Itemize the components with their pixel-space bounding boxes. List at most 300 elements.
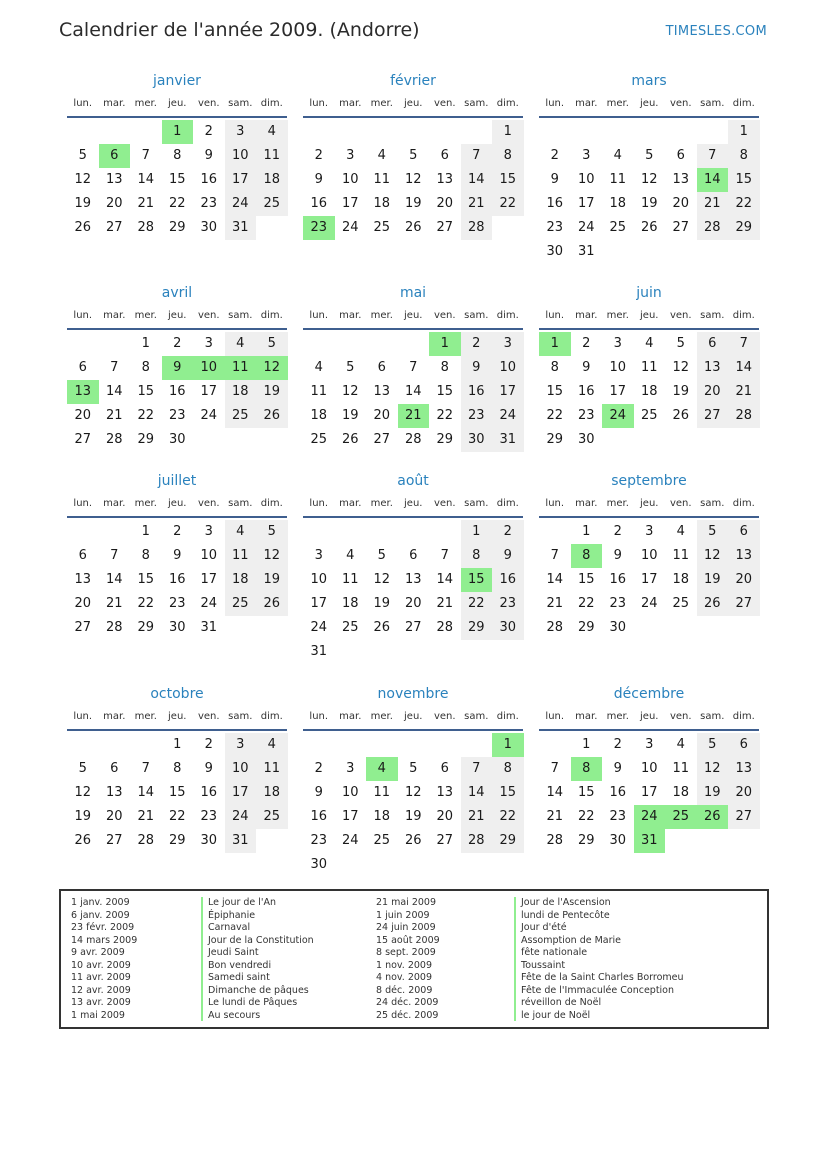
day-cell: 16 xyxy=(310,809,328,824)
day-cell: 31 xyxy=(492,428,524,452)
day-cell: 28 xyxy=(546,833,564,848)
day-cell: 7 xyxy=(461,757,493,781)
weekday-label: ven. xyxy=(433,310,456,321)
day-cell: 4 xyxy=(256,120,288,144)
weekday-label: mer. xyxy=(606,310,629,321)
day-cell: 30 xyxy=(577,432,595,447)
day-cell: 7 xyxy=(697,144,729,168)
weekday-header xyxy=(539,711,759,725)
day-cell: 15 xyxy=(168,172,186,187)
day-cell: 17 xyxy=(341,809,359,824)
holiday-dates-column-1 xyxy=(71,897,137,1022)
day-cell: 15 xyxy=(577,785,595,800)
day-cell: 28 xyxy=(546,620,564,635)
holiday-date: 15 août 2009 xyxy=(376,934,440,946)
weekday-label: mar. xyxy=(103,711,126,722)
day-cell: 3 xyxy=(492,332,524,356)
day-cell: 26 xyxy=(697,592,729,616)
holiday-day-cell: 31 xyxy=(634,829,666,853)
weekday-label: ven. xyxy=(197,711,220,722)
day-cell: 30 xyxy=(609,620,627,635)
holiday-day-cell: 24 xyxy=(634,805,666,829)
day-cell: 20 xyxy=(74,408,92,423)
day-cell: 25 xyxy=(310,432,328,447)
day-cell: 25 xyxy=(225,404,257,428)
day-cell: 3 xyxy=(645,524,654,539)
day-cell: 13 xyxy=(105,785,123,800)
divider xyxy=(514,897,516,1021)
day-cell: 28 xyxy=(137,220,155,235)
day-cell: 8 xyxy=(492,144,524,168)
weekday-header xyxy=(303,711,523,725)
day-cell: 18 xyxy=(310,408,328,423)
day-cell: 15 xyxy=(492,781,524,805)
holiday-date: 14 mars 2009 xyxy=(71,934,138,946)
day-cell: 18 xyxy=(672,572,690,587)
month-name: février xyxy=(390,73,436,89)
day-cell: 12 xyxy=(404,172,422,187)
day-cell: 22 xyxy=(546,408,564,423)
day-cell: 15 xyxy=(168,785,186,800)
weekday-label: lun. xyxy=(73,310,93,321)
holiday-date: 8 sept. 2009 xyxy=(376,947,436,958)
weekday-header xyxy=(303,310,523,324)
day-cell: 17 xyxy=(200,572,218,587)
day-cell: 15 xyxy=(436,384,454,399)
day-cell: 22 xyxy=(436,408,454,423)
day-cell: 6 xyxy=(110,761,119,776)
weekday-label: sam. xyxy=(700,98,725,109)
day-cell: 20 xyxy=(373,408,391,423)
day-cell: 8 xyxy=(173,148,182,163)
month-name: décembre xyxy=(613,686,685,702)
weekday-label: jeu. xyxy=(168,310,187,321)
day-cell: 2 xyxy=(492,520,524,544)
day-cell: 27 xyxy=(74,620,92,635)
day-cell: 23 xyxy=(168,408,186,423)
day-cell: 18 xyxy=(256,781,288,805)
day-cell: 10 xyxy=(492,356,524,380)
day-cell: 26 xyxy=(341,432,359,447)
day-cell: 8 xyxy=(461,544,493,568)
day-cell: 18 xyxy=(341,596,359,611)
day-cell: 31 xyxy=(225,216,257,240)
day-cell: 5 xyxy=(346,360,355,375)
day-cell: 23 xyxy=(546,220,564,235)
holiday-name: Au secours xyxy=(208,1009,261,1021)
day-cell: 5 xyxy=(409,148,418,163)
day-cell: 24 xyxy=(341,220,359,235)
holiday-date: 11 avr. 2009 xyxy=(71,972,131,983)
day-cell: 15 xyxy=(137,384,155,399)
holiday-day-cell: 21 xyxy=(398,404,430,428)
day-cell: 2 xyxy=(461,332,493,356)
day-cell: 20 xyxy=(728,781,760,805)
weekday-label: mar. xyxy=(575,98,598,109)
weekday-label: lun. xyxy=(545,711,565,722)
holiday-date: 6 janv. 2009 xyxy=(71,909,130,921)
holiday-day-cell: 14 xyxy=(697,168,729,192)
weekday-label: sam. xyxy=(464,98,489,109)
weekday-label: dim. xyxy=(496,310,519,321)
day-cell: 19 xyxy=(341,408,359,423)
weekday-label: mer. xyxy=(134,711,157,722)
day-cell: 8 xyxy=(728,144,760,168)
holiday-day-cell: 11 xyxy=(225,356,257,380)
day-cell: 5 xyxy=(676,336,685,351)
weekday-label: jeu. xyxy=(168,498,187,509)
weekday-label: jeu. xyxy=(168,711,187,722)
holiday-name: Assomption de Marie xyxy=(521,934,622,946)
weekday-label: ven. xyxy=(433,98,456,109)
holiday-date: 1 mai 2009 xyxy=(71,1009,125,1021)
day-cell: 20 xyxy=(105,809,123,824)
header-rule xyxy=(303,729,523,731)
weekday-label: ven. xyxy=(197,98,220,109)
day-cell: 26 xyxy=(404,833,422,848)
day-cell: 5 xyxy=(256,332,288,356)
day-cell: 4 xyxy=(256,733,288,757)
weekday-label: dim. xyxy=(732,98,755,109)
weekday-label: mar. xyxy=(339,711,362,722)
holiday-list xyxy=(59,889,769,1029)
day-cell: 11 xyxy=(225,544,257,568)
weekday-label: jeu. xyxy=(404,498,423,509)
day-cell: 20 xyxy=(105,196,123,211)
day-cell: 22 xyxy=(461,592,493,616)
day-cell: 24 xyxy=(492,404,524,428)
holiday-date: 24 déc. 2009 xyxy=(376,997,439,1008)
holiday-date: 4 nov. 2009 xyxy=(376,972,432,983)
weekday-header xyxy=(303,98,523,112)
header-rule xyxy=(539,729,759,731)
weekday-header xyxy=(539,498,759,512)
holiday-name: Toussaint xyxy=(521,959,566,971)
day-cell: 16 xyxy=(168,572,186,587)
day-cell: 13 xyxy=(697,356,729,380)
day-cell: 14 xyxy=(728,356,760,380)
weekday-label: mar. xyxy=(339,310,362,321)
day-cell: 9 xyxy=(173,548,182,563)
day-cell: 19 xyxy=(74,196,92,211)
weekday-label: sam. xyxy=(700,711,725,722)
day-cell: 13 xyxy=(728,757,760,781)
day-cell: 21 xyxy=(105,596,123,611)
day-cell: 9 xyxy=(613,548,622,563)
holiday-day-cell: 9 xyxy=(162,356,194,380)
day-cell: 3 xyxy=(613,336,622,351)
day-cell: 23 xyxy=(609,809,627,824)
holiday-date: 24 juin 2009 xyxy=(376,922,436,933)
holiday-day-cell: 26 xyxy=(697,805,729,829)
day-cell: 17 xyxy=(640,785,658,800)
header-rule xyxy=(539,116,759,118)
holiday-day-cell: 8 xyxy=(571,757,603,781)
weekday-label: mer. xyxy=(370,310,393,321)
day-cell: 24 xyxy=(640,596,658,611)
day-cell: 25 xyxy=(373,220,391,235)
day-cell: 26 xyxy=(256,592,288,616)
day-cell: 16 xyxy=(168,384,186,399)
day-cell: 21 xyxy=(546,596,564,611)
day-cell: 20 xyxy=(728,568,760,592)
day-cell: 22 xyxy=(577,596,595,611)
day-cell: 29 xyxy=(137,620,155,635)
weekday-label: mar. xyxy=(103,310,126,321)
day-cell: 1 xyxy=(141,336,150,351)
day-cell: 28 xyxy=(404,432,422,447)
day-cell: 2 xyxy=(204,737,213,752)
day-cell: 9 xyxy=(582,360,591,375)
day-cell: 14 xyxy=(105,384,123,399)
weekday-header xyxy=(67,711,287,725)
day-cell: 7 xyxy=(141,761,150,776)
day-cell: 19 xyxy=(373,596,391,611)
day-cell: 12 xyxy=(256,544,288,568)
holiday-date: 25 déc. 2009 xyxy=(376,1009,439,1021)
day-cell: 21 xyxy=(461,192,493,216)
holiday-name: Dimanche de pâques xyxy=(208,984,309,996)
weekday-label: sam. xyxy=(228,310,253,321)
day-cell: 21 xyxy=(728,380,760,404)
day-cell: 12 xyxy=(697,544,729,568)
holiday-day-cell: 1 xyxy=(539,332,571,356)
day-cell: 27 xyxy=(728,592,760,616)
day-cell: 9 xyxy=(204,761,213,776)
weekday-header xyxy=(539,98,759,112)
day-cell: 4 xyxy=(676,737,685,752)
weekday-label: sam. xyxy=(228,498,253,509)
day-cell: 14 xyxy=(461,781,493,805)
month-name: juillet xyxy=(157,473,197,489)
day-cell: 11 xyxy=(310,384,328,399)
day-cell: 6 xyxy=(377,360,386,375)
day-cell: 29 xyxy=(137,432,155,447)
day-cell: 11 xyxy=(373,172,391,187)
day-cell: 28 xyxy=(436,620,454,635)
day-cell: 11 xyxy=(672,548,690,563)
weekday-label: sam. xyxy=(700,498,725,509)
day-cell: 17 xyxy=(225,168,257,192)
day-cell: 25 xyxy=(640,408,658,423)
day-cell: 12 xyxy=(404,785,422,800)
weekday-label: sam. xyxy=(464,711,489,722)
day-cell: 10 xyxy=(225,757,257,781)
month-name: octobre xyxy=(150,686,204,702)
day-cell: 13 xyxy=(728,544,760,568)
holiday-day-cell: 23 xyxy=(303,216,335,240)
month-name: septembre xyxy=(611,473,687,489)
day-cell: 8 xyxy=(440,360,449,375)
day-cell: 21 xyxy=(436,596,454,611)
day-cell: 20 xyxy=(672,196,690,211)
day-cell: 2 xyxy=(173,524,182,539)
day-cell: 4 xyxy=(225,520,257,544)
day-cell: 11 xyxy=(640,360,658,375)
weekday-label: lun. xyxy=(545,498,565,509)
day-cell: 28 xyxy=(105,432,123,447)
weekday-label: mer. xyxy=(370,498,393,509)
day-cell: 25 xyxy=(373,833,391,848)
day-cell: 25 xyxy=(256,805,288,829)
header-rule xyxy=(67,516,287,518)
day-cell: 1 xyxy=(173,737,182,752)
day-cell: 28 xyxy=(728,404,760,428)
day-cell: 22 xyxy=(492,192,524,216)
day-cell: 6 xyxy=(728,520,760,544)
day-cell: 27 xyxy=(697,404,729,428)
day-cell: 18 xyxy=(609,196,627,211)
holiday-day-cell: 1 xyxy=(492,733,524,757)
weekday-label: ven. xyxy=(669,98,692,109)
day-cell: 17 xyxy=(492,380,524,404)
day-cell: 13 xyxy=(436,785,454,800)
day-cell: 3 xyxy=(346,761,355,776)
day-cell: 10 xyxy=(609,360,627,375)
holiday-day-cell: 13 xyxy=(67,380,99,404)
day-cell: 1 xyxy=(492,120,524,144)
weekday-label: dim. xyxy=(260,310,283,321)
header-rule xyxy=(303,116,523,118)
holiday-date: 1 nov. 2009 xyxy=(376,959,432,971)
day-cell: 19 xyxy=(256,568,288,592)
holiday-name: Samedi saint xyxy=(208,972,270,983)
holiday-name: fête nationale xyxy=(521,947,588,958)
day-cell: 17 xyxy=(609,384,627,399)
weekday-label: jeu. xyxy=(404,310,423,321)
holiday-name: Bon vendredi xyxy=(208,959,272,971)
day-cell: 27 xyxy=(672,220,690,235)
holiday-name: Carnaval xyxy=(208,922,251,933)
day-cell: 15 xyxy=(577,572,595,587)
holiday-date: 12 avr. 2009 xyxy=(71,984,131,996)
day-cell: 20 xyxy=(436,809,454,824)
day-cell: 5 xyxy=(377,548,386,563)
weekday-label: mer. xyxy=(606,98,629,109)
weekday-label: dim. xyxy=(260,498,283,509)
day-cell: 19 xyxy=(74,809,92,824)
day-cell: 15 xyxy=(492,168,524,192)
day-cell: 4 xyxy=(346,548,355,563)
holiday-day-cell: 6 xyxy=(99,144,131,168)
weekday-label: jeu. xyxy=(640,310,659,321)
day-cell: 13 xyxy=(373,384,391,399)
weekday-label: mar. xyxy=(339,98,362,109)
weekday-header xyxy=(539,310,759,324)
holiday-name: réveillon de Noël xyxy=(521,997,602,1008)
weekday-label: mar. xyxy=(575,310,598,321)
day-cell: 30 xyxy=(200,220,218,235)
day-cell: 31 xyxy=(200,620,218,635)
day-cell: 2 xyxy=(314,761,323,776)
day-cell: 24 xyxy=(200,408,218,423)
day-cell: 4 xyxy=(676,524,685,539)
day-cell: 2 xyxy=(613,737,622,752)
day-cell: 12 xyxy=(341,384,359,399)
day-cell: 23 xyxy=(310,833,328,848)
day-cell: 26 xyxy=(373,620,391,635)
day-cell: 21 xyxy=(137,196,155,211)
day-cell: 14 xyxy=(105,572,123,587)
day-cell: 1 xyxy=(141,524,150,539)
holiday-name: Épiphanie xyxy=(208,909,256,921)
day-cell: 14 xyxy=(137,172,155,187)
weekday-label: mar. xyxy=(103,98,126,109)
day-cell: 27 xyxy=(105,833,123,848)
holiday-date: 13 avr. 2009 xyxy=(71,997,131,1008)
weekday-label: lun. xyxy=(545,98,565,109)
day-cell: 10 xyxy=(225,144,257,168)
day-cell: 29 xyxy=(168,220,186,235)
weekday-label: dim. xyxy=(732,310,755,321)
weekday-label: mar. xyxy=(339,498,362,509)
weekday-label: mer. xyxy=(606,711,629,722)
holiday-day-cell: 1 xyxy=(162,120,194,144)
day-cell: 4 xyxy=(377,148,386,163)
day-cell: 6 xyxy=(440,148,449,163)
holiday-date: 1 janv. 2009 xyxy=(71,897,130,908)
day-cell: 19 xyxy=(672,384,690,399)
day-cell: 25 xyxy=(609,220,627,235)
day-cell: 26 xyxy=(672,408,690,423)
month-name: avril xyxy=(161,285,193,301)
day-cell: 4 xyxy=(314,360,323,375)
day-cell: 2 xyxy=(582,336,591,351)
holiday-day-cell: 24 xyxy=(602,404,634,428)
day-cell: 30 xyxy=(609,833,627,848)
day-cell: 5 xyxy=(78,761,87,776)
day-cell: 5 xyxy=(78,148,87,163)
weekday-label: lun. xyxy=(73,498,93,509)
day-cell: 17 xyxy=(577,196,595,211)
brand-link[interactable]: TIMESLES.COM xyxy=(665,24,767,39)
holiday-name: Jour de la Constitution xyxy=(208,934,314,946)
day-cell: 28 xyxy=(461,829,493,853)
day-cell: 25 xyxy=(225,592,257,616)
day-cell: 10 xyxy=(310,572,328,587)
weekday-label: lun. xyxy=(309,711,329,722)
day-cell: 5 xyxy=(256,520,288,544)
weekday-label: lun. xyxy=(309,498,329,509)
day-cell: 2 xyxy=(550,148,559,163)
day-cell: 16 xyxy=(461,380,493,404)
day-cell: 27 xyxy=(436,833,454,848)
holiday-names-column-1 xyxy=(208,897,314,1022)
day-cell: 8 xyxy=(550,360,559,375)
day-cell: 31 xyxy=(225,829,257,853)
weekday-label: mer. xyxy=(134,498,157,509)
day-cell: 12 xyxy=(672,360,690,375)
holiday-name: le jour de Noël xyxy=(521,1009,591,1021)
day-cell: 4 xyxy=(645,336,654,351)
day-cell: 9 xyxy=(314,172,323,187)
day-cell: 3 xyxy=(225,733,257,757)
day-cell: 27 xyxy=(404,620,422,635)
weekday-label: mer. xyxy=(134,98,157,109)
day-cell: 9 xyxy=(204,148,213,163)
day-cell: 19 xyxy=(256,380,288,404)
holiday-dates-column-2 xyxy=(376,897,440,1022)
day-cell: 22 xyxy=(137,408,155,423)
holiday-name: Jeudi Saint xyxy=(208,947,259,958)
day-cell: 24 xyxy=(577,220,595,235)
weekday-label: dim. xyxy=(496,498,519,509)
header-rule xyxy=(67,328,287,330)
page-title: Calendrier de l'année 2009. (Andorre) xyxy=(59,19,420,41)
weekday-label: dim. xyxy=(732,711,755,722)
day-cell: 30 xyxy=(168,432,186,447)
day-cell: 7 xyxy=(141,148,150,163)
